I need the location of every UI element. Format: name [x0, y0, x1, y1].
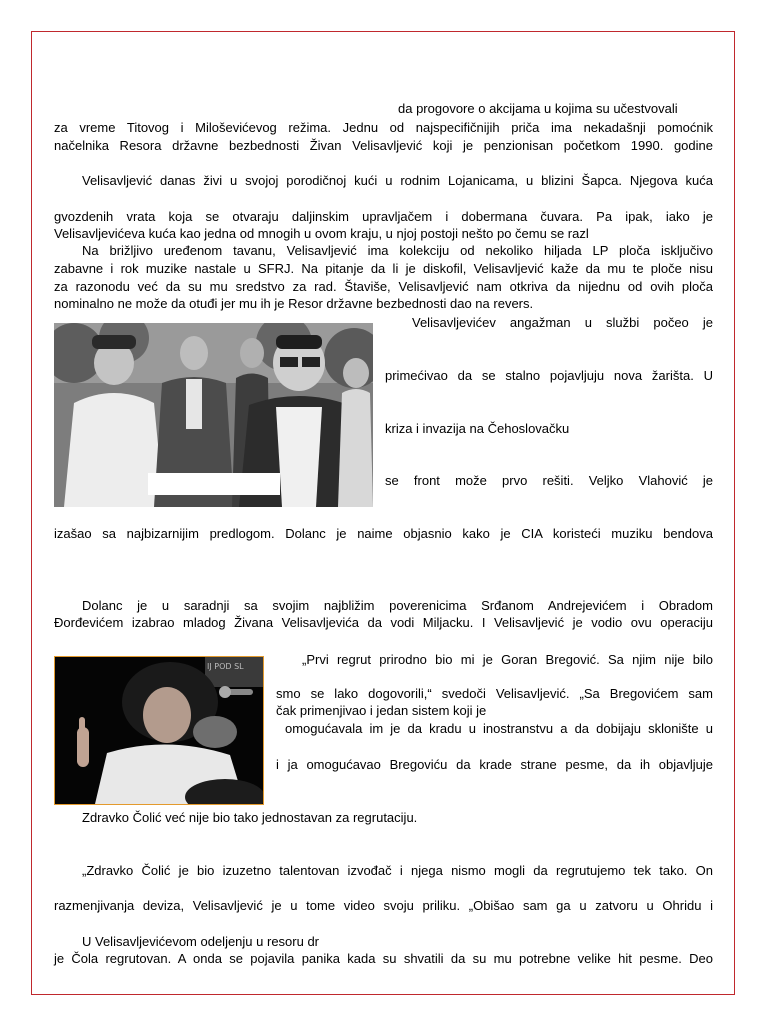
text-line: kriza i invazija na Čehoslovačku — [385, 421, 570, 436]
text-line: omogućavala im je da kradu u inostranstvu a da dobijaju sklonište u — [285, 721, 713, 736]
text-line: za vreme Titovog i Miloševićevog režima. Jednu od najspecifičnijih priča ima nekadašnji pomoćnik — [54, 120, 713, 135]
text-line: je Čola regrutovan. A onda se pojavila panika kada su shvatili da su mu potrebne velike hit pesme. Deo — [54, 951, 713, 966]
text-line: za razonodu već da su mu sredstvo za rad. Štaviše, Velisavljević nam otkriva da nijednu od ovih ploča — [54, 279, 713, 294]
text-line: Na brižljivo uređenom tavanu, Velisavljević ima kolekciju od nekoliko hiljada LP ploča isključivo — [82, 243, 713, 258]
text-line: Velisavljević danas živi u svojoj porodičnoj kući u rodnim Lojanicama, u blizini Šapca. Njegova kuća — [82, 173, 713, 188]
text-line: i ja omogućavao Bregoviću da krade strane pesme, da ih objavljuje — [276, 757, 713, 772]
text-line: „Zdravko Čolić je bio izuzetno talentovan izvođač i njega nismo mogli da regrutujemo tek tako. On — [82, 863, 713, 878]
group-photo — [54, 323, 373, 507]
text-line: Zdravko Čolić već nije bio tako jednostavan za regrutaciju. — [82, 810, 418, 825]
text-line: primećivao da se stalno pojavljuju nova žarišta. U — [385, 368, 713, 383]
text-line: Dolanc je u saradnji sa svojim najbližim poverenicima Srđanom Andrejevićem i Obradom — [82, 598, 713, 613]
text-line: izašao sa najbizarnijim predlogom. Dolanc je naime objasnio kako je CIA koristeći muziku bendova — [54, 526, 713, 541]
text-line: „Prvi regrut prirodno bio mi je Goran Bregović. Sa njim nije bilo — [302, 652, 713, 667]
text-line: zabavne i rok muzike nastale u SFRJ. Na pitanje da li je diskofil, Velisavljević kaže da mu te ploče nisu — [54, 261, 713, 276]
text-line: Đorđevićem izabrao mladog Živana Velisavljevića da vodi Miljacku. I Velisavljević je vodio ovu operaciju — [54, 615, 713, 630]
musician-photo — [54, 656, 264, 805]
text-line: Velisavljevićeva kuća kao jedna od mnogih u ovom kraju, u njoj postoji nešto po čemu se razl — [54, 226, 589, 241]
text-line: čak primenjivao i jedan sistem koji je — [276, 703, 487, 718]
text-line: da progovore o akcijama u kojima su učestvovali — [398, 101, 678, 116]
text-line: načelnika Resora državne bezbednosti Živan Velisavljević koji je penzionisan početkom 1990. godine — [54, 138, 713, 153]
text-line: nominalno ne može da otuđi jer mu ih je Resor državne bezbednosti dao na revers. — [54, 296, 534, 311]
text-line: Velisavljevićev angažman u službi počeo je — [412, 315, 713, 330]
text-line: smo se lako dogovorili,“ svedoči Velisavljević. „Sa Bregovićem sam — [276, 686, 713, 701]
photo-sign-text: IJ POD SL — [207, 662, 244, 671]
text-line: razmenjivanja deviza, Velisavljević je u tome video svoju priliku. „Obišao sam ga u zatvoru u Ohridu i — [54, 898, 713, 913]
text-line: gvozdenih vrata koja se otvaraju daljinskim upravljačem i dobermana čuvara. Pa ipak, iako je — [54, 209, 713, 224]
group-photo-illustration — [54, 323, 373, 507]
text-line: U Velisavljevićevom odeljenju u resoru dr — [82, 934, 320, 949]
musician-photo-illustration — [55, 657, 263, 804]
text-line: se front može prvo rešiti. Veljko Vlahović je — [385, 473, 713, 488]
